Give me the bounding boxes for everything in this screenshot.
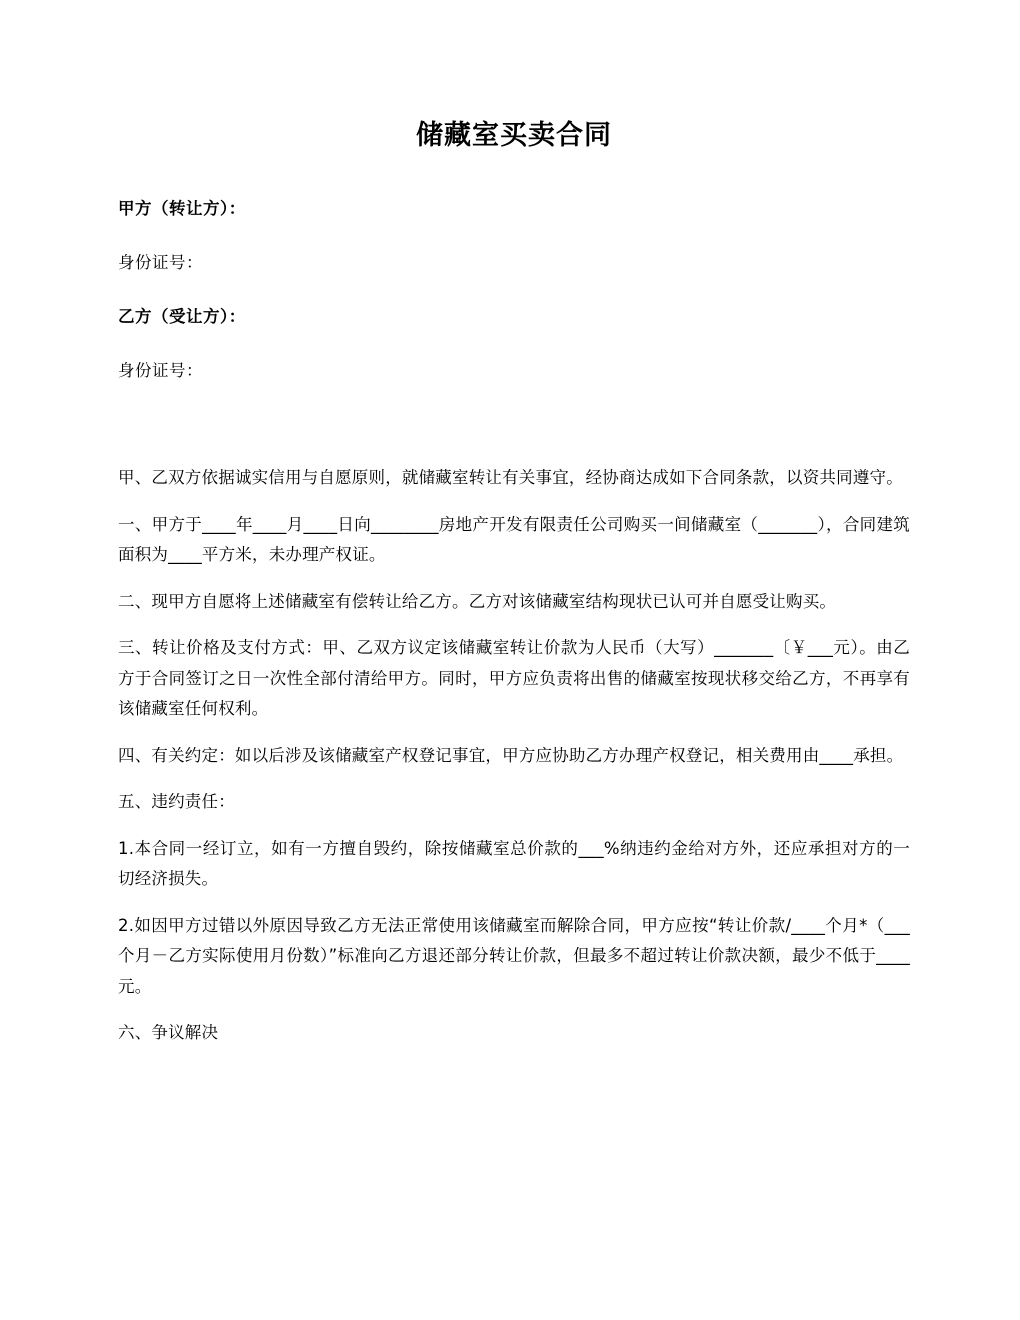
clause-2: 二、现甲方自愿将上述储藏室有偿转让给乙方。乙方对该储藏室结构现状已认可并自愿受让购买。: [118, 591, 837, 611]
clause-5-item-1: 1.本合同一经订立，如有一方擅自毁约，除按储藏室总价款的___%纳违约金给对方外，还应承担对方的一切经济损失。: [118, 838, 910, 889]
party-a-id-label: 身份证号：: [118, 253, 203, 273]
party-a-label: 甲方（转让方）：: [118, 199, 246, 219]
clause-6: 六、争议解决: [118, 1023, 219, 1043]
page-title: 储藏室买卖合同: [416, 120, 612, 151]
preamble-paragraph: 甲、乙双方依据诚实信用与自愿原则，就储藏室转让有关事宜，经协商达成如下合同条款，以资共同遵守。: [118, 468, 903, 488]
clause-5: 五、违约责任：: [118, 792, 235, 812]
party-b-label: 乙方（受让方）：: [118, 307, 246, 327]
party-b-id-label: 身份证号：: [118, 361, 203, 381]
clause-5-item-2: 2.如因甲方过错以外原因导致乙方无法正常使用该储藏室而解除合同，甲方应按“转让价款/____个月*（___个月－乙方实际使用月份数）”标准向乙方退还部分转让价款，但最多不超过转让价款决额，最少不低于____元。: [118, 915, 910, 996]
clause-1: 一、甲方于____年____月____日向________房地产开发有限责任公司购买一间储藏室（_______），合同建筑面积为____平方米，未办理产权证。: [118, 514, 910, 565]
section-divider: [118, 411, 910, 463]
clause-4: 四、有关约定：如以后涉及该储藏室产权登记事宜，甲方应协助乙方办理产权登记，相关费用由____承担。: [118, 745, 904, 765]
clause-3: 三、转让价格及支付方式：甲、乙双方议定该储藏室转让价款为人民币（大写）_______〔￥___元）。由乙方于合同签订之日一次性全部付清给甲方。同时，甲方应负责将出售的储藏室按现状移交给乙方，不再享有该储藏室任何权利。: [118, 638, 910, 719]
